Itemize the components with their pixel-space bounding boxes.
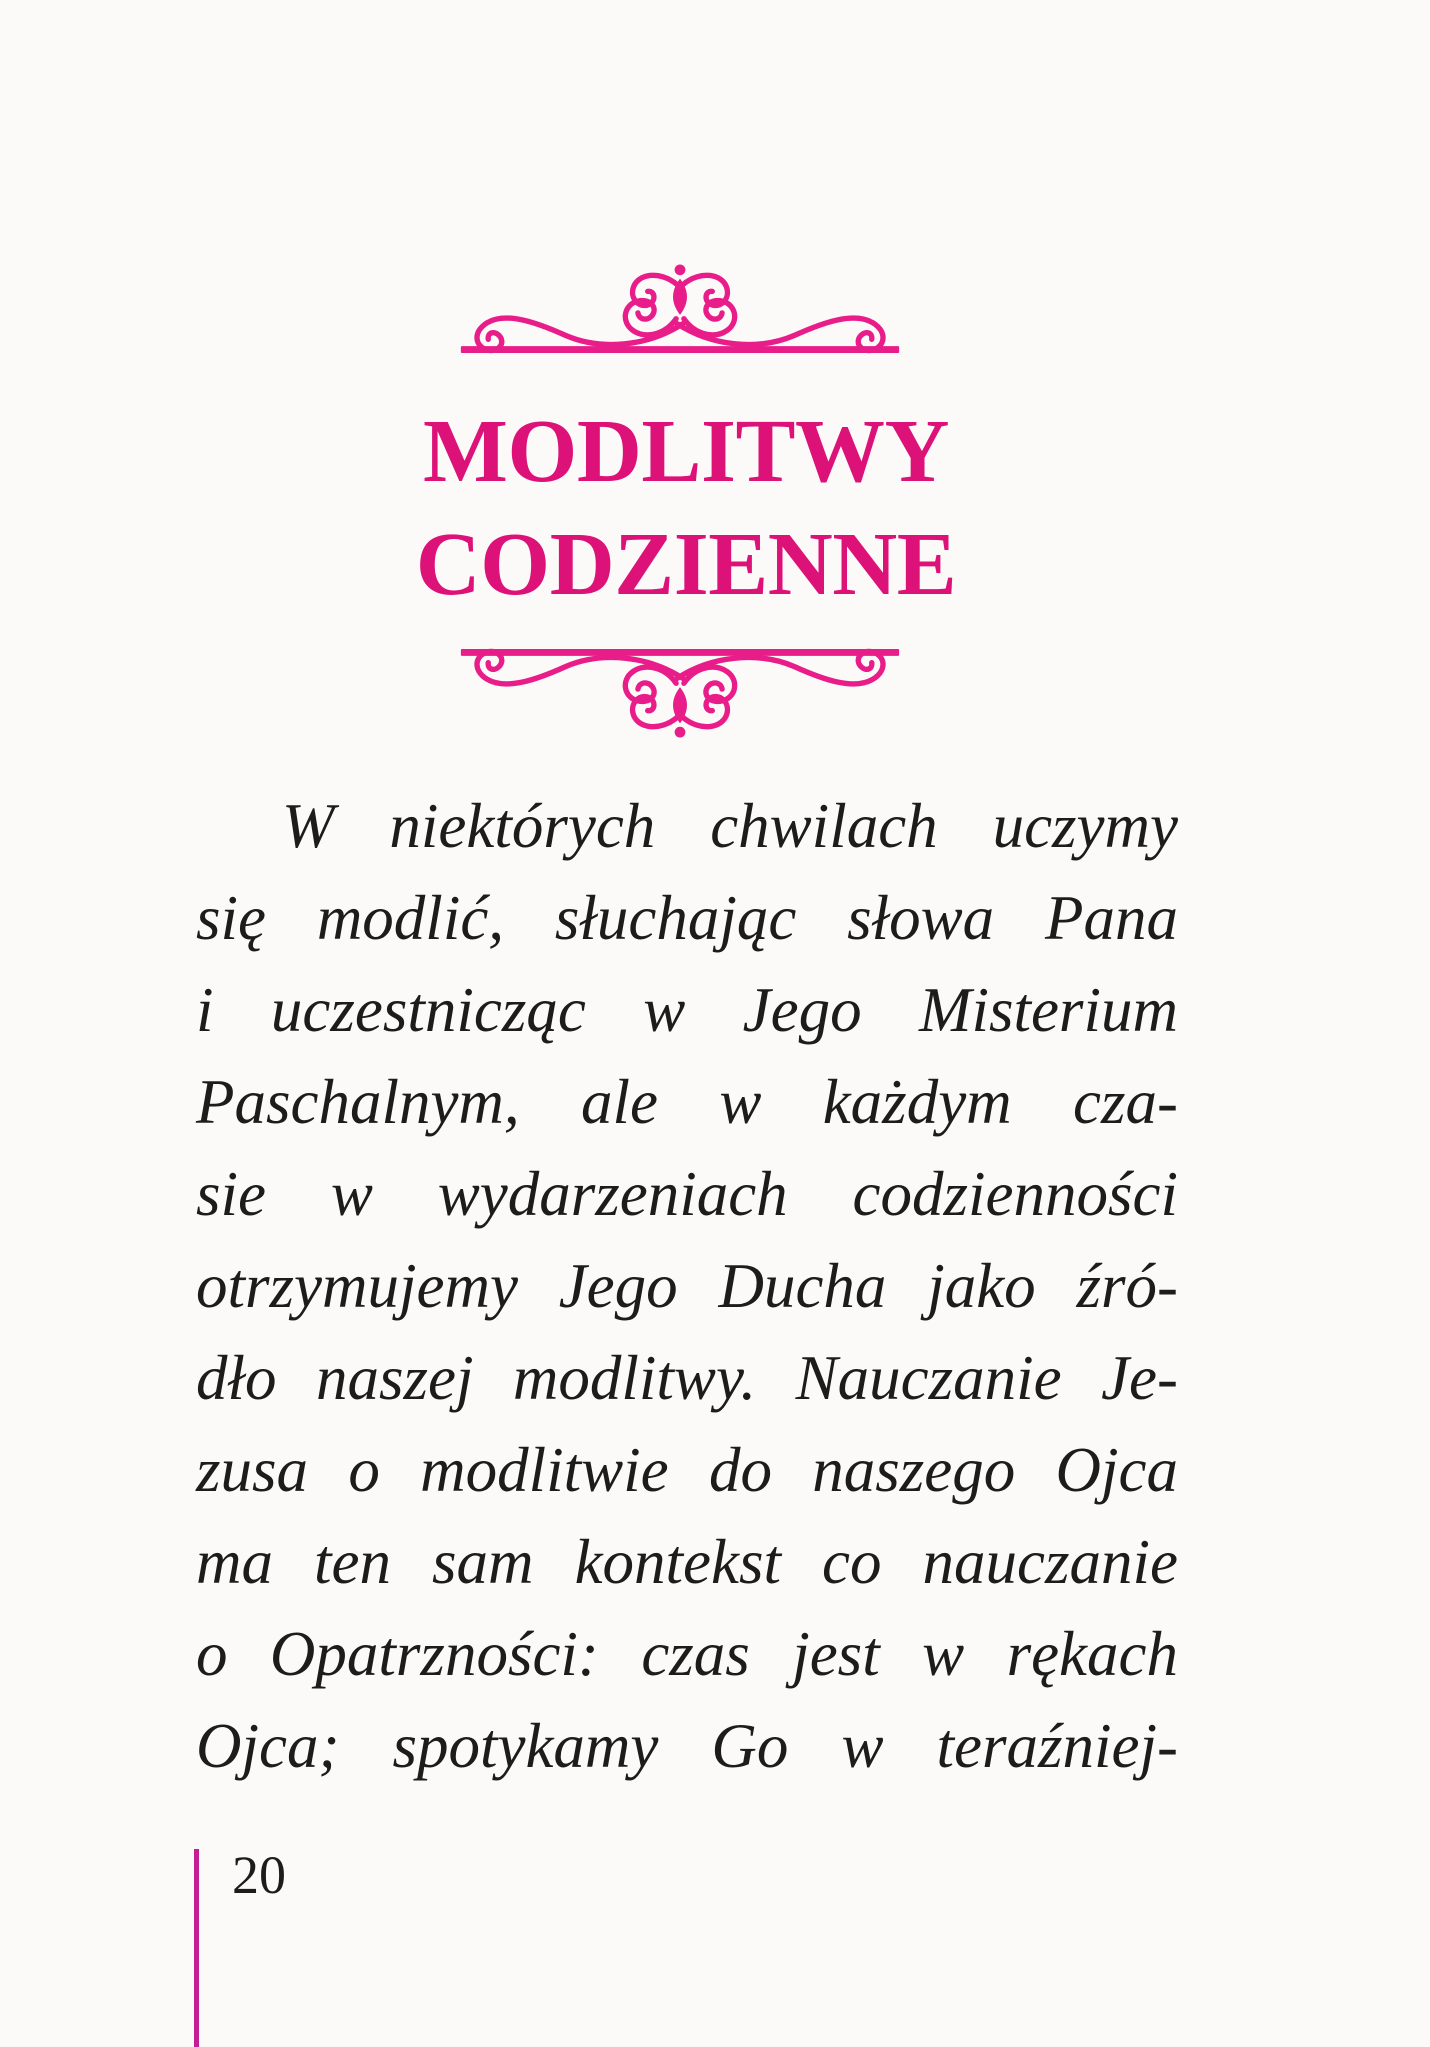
body-line: Paschalnym, ale w każdym cza- [196,1067,1178,1137]
body-line: i uczestnicząc w Jego Misterium [196,975,1178,1045]
page-number: 20 [232,1845,286,1905]
body-line: W niektórych chwilach uczymy [282,791,1178,861]
body-line: sie w wydarzeniach codzienności [196,1159,1178,1229]
chapter-title-line2: CODZIENNE [415,515,957,614]
flourish-divider-bottom-icon [455,648,905,740]
body-line: się modlić, słuchając słowa Pana [196,883,1178,953]
body-line: Ojca; spotykamy Go w teraźniej- [196,1711,1178,1781]
body-text [196,780,1178,1792]
body-line: ma ten sam kontekst co nauczanie [196,1527,1178,1597]
chapter-title-line1: MODLITWY [422,402,950,501]
chapter-title [195,395,1177,621]
body-line: o Opatrzności: czas jest w rękach [196,1619,1178,1689]
body-line: otrzymujemy Jego Ducha jako źró- [196,1251,1178,1321]
body-line: dło naszej modlitwy. Nauczanie Je- [196,1343,1178,1413]
body-line: zusa o modlitwie do naszego Ojca [196,1435,1178,1505]
margin-accent-line [194,1849,199,2047]
flourish-divider-top-icon [455,262,905,354]
